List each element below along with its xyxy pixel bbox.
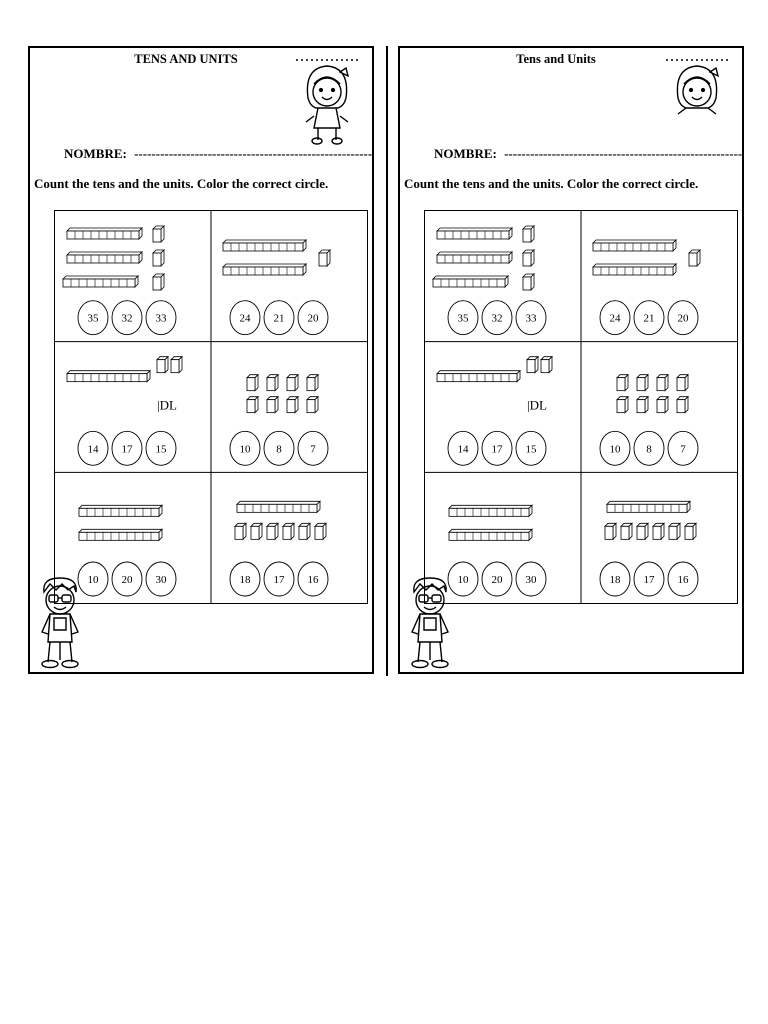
exercise-grid-svg [425,211,737,603]
unit-cube [287,397,298,413]
name-line [64,146,372,162]
answer-option[interactable] [600,562,630,596]
instruction: Count the tens and the units. Color the correct circle. [404,176,699,191]
answer-option[interactable] [298,301,328,335]
unit-cube [153,274,164,290]
answer-label: 21 [273,312,285,325]
answer-label: 17 [491,443,503,456]
girl-clipart-icon [664,56,730,146]
name-label: NOMBRE: [434,146,497,161]
answer-label: 30 [155,574,167,586]
unit-cube [677,375,688,391]
exercise-cell [223,240,330,335]
unit-cube [247,397,258,413]
answer-option[interactable] [146,562,176,596]
answer-option[interactable] [230,301,260,335]
ten-rod [63,276,138,287]
answer-label: 33 [155,312,167,325]
exercise-cell [600,375,698,466]
answer-option[interactable] [634,562,664,596]
boy-clipart-icon [34,574,86,670]
exercise-cell [78,505,176,596]
answer-label: 32 [121,312,133,325]
answer-option[interactable] [516,562,546,596]
unit-cube [153,250,164,266]
answer-option[interactable] [298,431,328,465]
ten-rod [607,501,690,512]
unit-cube [267,523,278,539]
answer-option[interactable] [634,431,664,465]
answer-option[interactable] [634,301,664,335]
unit-cube [267,375,278,391]
ten-rod [593,240,676,251]
answer-label: 24 [609,312,621,325]
exercise-cell [230,501,328,596]
answer-label: 21 [643,312,655,325]
name-label: NOMBRE: [64,146,127,161]
answer-label: 8 [276,443,282,456]
answer-label: 10 [87,574,99,586]
answer-option[interactable] [264,431,294,465]
unit-cube [251,523,262,539]
unit-cube [267,397,278,413]
answer-option[interactable] [516,431,546,465]
stray-text: |DL [527,397,547,413]
exercise-cell [433,226,546,335]
unit-cube [283,523,294,539]
ten-rod [437,371,520,382]
answer-option[interactable] [264,562,294,596]
answer-option[interactable] [78,301,108,335]
unit-cube [171,357,182,373]
ten-rod [223,240,306,251]
answer-option[interactable] [264,301,294,335]
ten-rod [449,505,532,516]
answer-label: 20 [307,312,319,325]
cut-line [386,46,388,676]
unit-cube [685,523,696,539]
ten-rod [449,529,532,540]
answer-label: 16 [307,574,319,586]
exercise-grid [54,210,368,604]
unit-cube [541,357,552,373]
name-write-line[interactable]: ------------------------------------------------------- [134,146,373,161]
answer-label: 10 [457,574,469,586]
unit-cube [157,357,168,373]
exercise-cell [600,501,698,596]
ten-rod [67,371,150,382]
unit-cube [523,274,534,290]
unit-cube [617,375,628,391]
unit-cube [637,523,648,539]
answer-label: 35 [457,312,469,325]
exercise-cell [437,357,552,466]
answer-label: 15 [525,443,537,456]
stray-text: |DL [157,397,177,413]
answer-label: 16 [677,574,689,586]
answer-option[interactable] [482,431,512,465]
answer-label: 7 [680,443,686,456]
answer-option[interactable] [482,562,512,596]
answer-label: 17 [121,443,133,456]
answer-option[interactable] [668,301,698,335]
answer-option[interactable] [146,301,176,335]
answer-option[interactable] [298,562,328,596]
name-write-line[interactable]: ------------------------------------------------------- [504,146,743,161]
answer-label: 32 [491,312,503,325]
worksheet-title: TENS AND UNITS [134,52,238,66]
answer-label: 8 [646,443,652,456]
ten-rod [437,252,512,263]
answer-option[interactable] [448,301,478,335]
unit-cube [523,226,534,242]
answer-label: 30 [525,574,537,586]
answer-label: 24 [239,312,251,325]
answer-label: 17 [643,574,655,586]
unit-cube [653,523,664,539]
answer-label: 35 [87,312,99,325]
answer-label: 20 [491,574,503,586]
unit-cube [689,250,700,266]
answer-option[interactable] [230,431,260,465]
unit-cube [235,523,246,539]
answer-label: 18 [609,574,621,586]
unit-cube [527,357,538,373]
unit-cube [617,397,628,413]
ten-rod [237,501,320,512]
unit-cube [153,226,164,242]
answer-option[interactable] [230,562,260,596]
unit-cube [315,523,326,539]
answer-option[interactable] [112,562,142,596]
answer-label: 14 [457,443,469,456]
answer-option[interactable] [600,431,630,465]
ten-rod [67,228,142,239]
exercise-grid-svg [55,211,367,603]
exercise-grid [424,210,738,604]
unit-cube [677,397,688,413]
answer-option[interactable] [482,301,512,335]
answer-label: 14 [87,443,99,456]
answer-option[interactable] [516,301,546,335]
unit-cube [319,250,330,266]
boy-clipart-icon [404,574,456,670]
answer-label: 10 [239,443,251,456]
worksheet-right [398,46,744,674]
answer-option[interactable] [668,431,698,465]
unit-cube [657,375,668,391]
name-line [434,146,742,162]
ten-rod [593,264,676,275]
answer-label: 18 [239,574,251,586]
answer-label: 17 [273,574,285,586]
answer-label: 33 [525,312,537,325]
unit-cube [669,523,680,539]
instruction: Count the tens and the units. Color the correct circle. [34,176,329,191]
unit-cube [637,375,648,391]
answer-label: 7 [310,443,316,456]
unit-cube [621,523,632,539]
ten-rod [79,505,162,516]
answer-label: 10 [609,443,621,456]
answer-option[interactable] [78,431,108,465]
exercise-cell [230,375,328,466]
answer-option[interactable] [112,301,142,335]
exercise-cell [67,357,182,466]
answer-label: 15 [155,443,167,456]
answer-option[interactable] [448,431,478,465]
unit-cube [247,375,258,391]
ten-rod [437,228,512,239]
answer-label: 20 [677,312,689,325]
answer-option[interactable] [668,562,698,596]
unit-cube [299,523,310,539]
ten-rod [433,276,508,287]
girl-clipart-icon [294,56,360,146]
ten-rod [67,252,142,263]
worksheet-left [28,46,374,674]
unit-cube [307,375,318,391]
worksheet-title: Tens and Units [516,52,596,66]
exercise-cell [63,226,176,335]
unit-cube [307,397,318,413]
ten-rod [223,264,306,275]
exercise-cell [593,240,700,335]
answer-option[interactable] [112,431,142,465]
unit-cube [637,397,648,413]
ten-rod [79,529,162,540]
answer-option[interactable] [146,431,176,465]
answer-option[interactable] [600,301,630,335]
unit-cube [287,375,298,391]
unit-cube [657,397,668,413]
unit-cube [605,523,616,539]
exercise-cell [448,505,546,596]
unit-cube [523,250,534,266]
answer-label: 20 [121,574,133,586]
